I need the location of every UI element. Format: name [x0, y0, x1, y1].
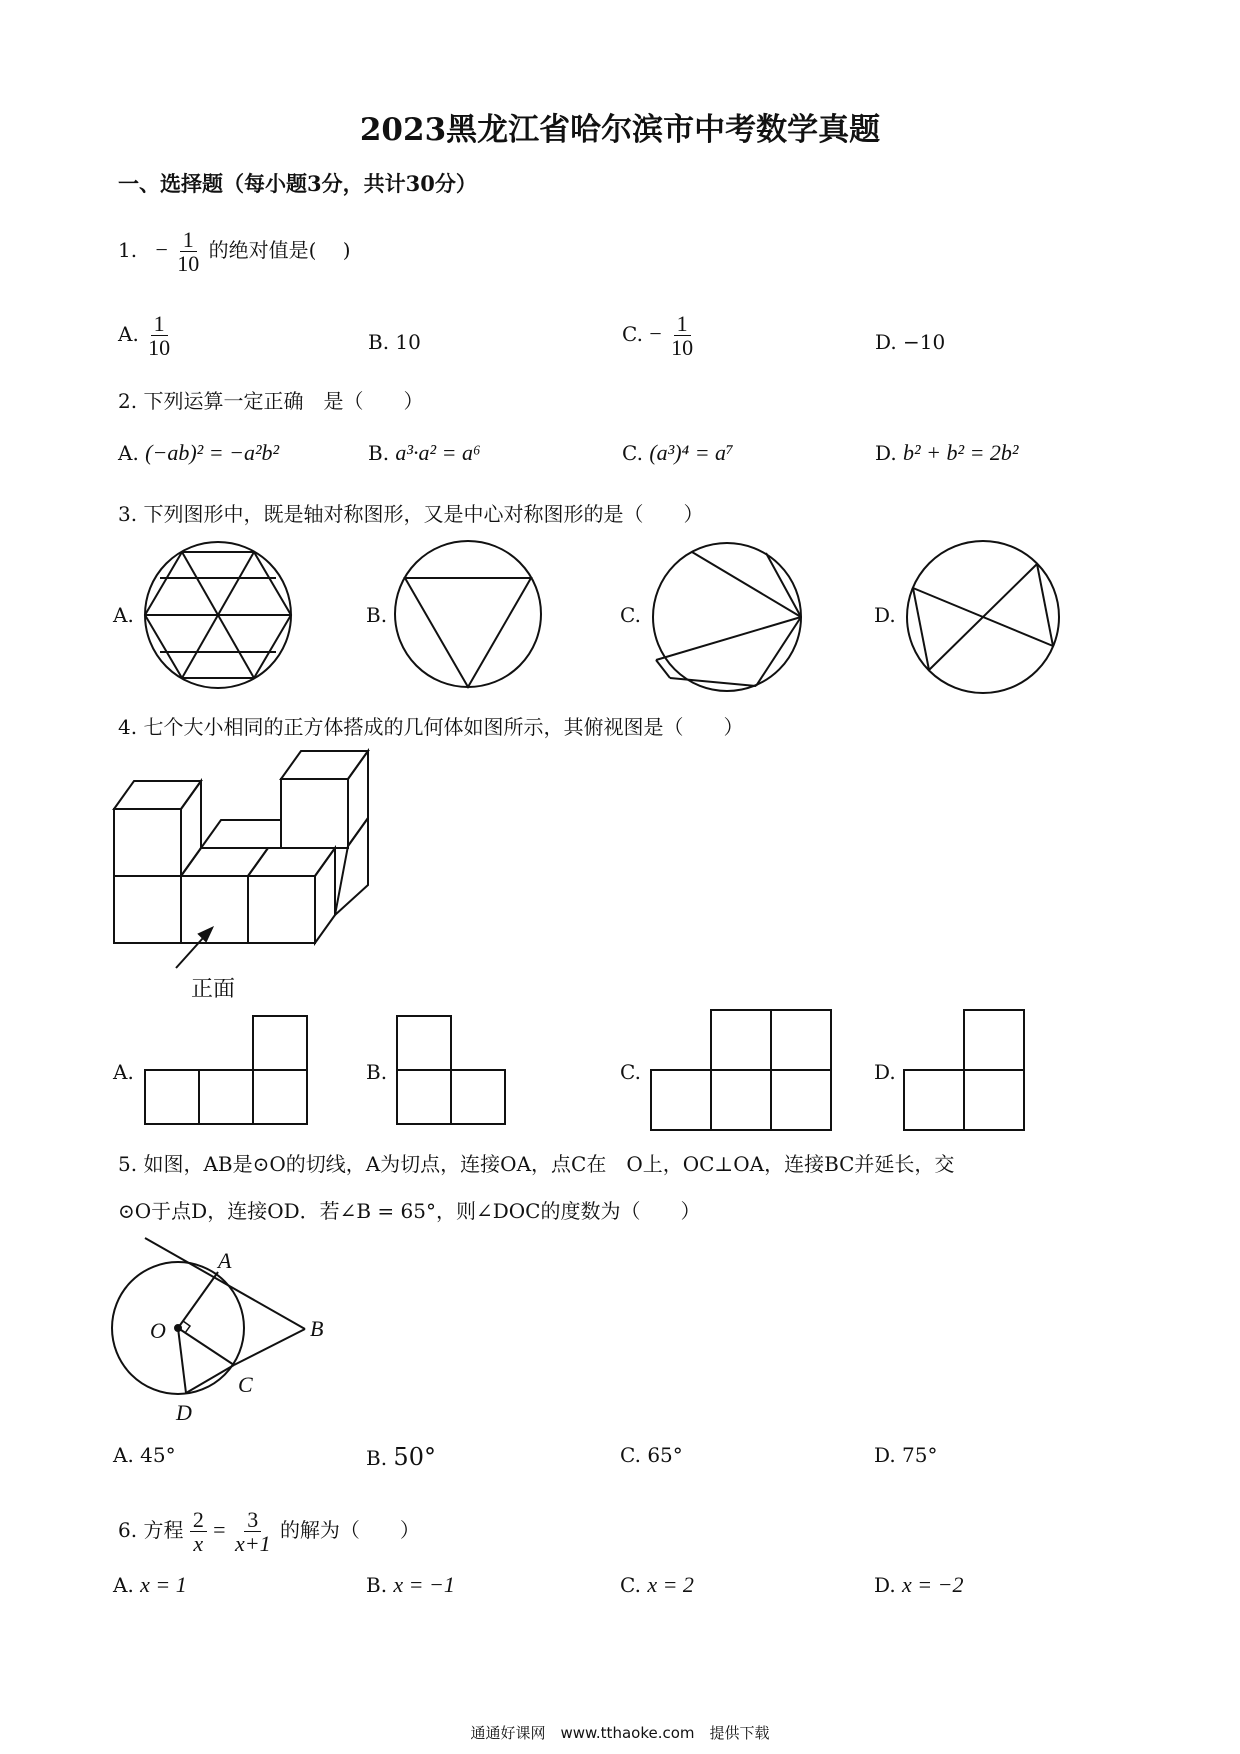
question-2: 2. 下列运算一定正确 是（ ）: [118, 389, 424, 413]
q6-option-a: A. x = 1: [113, 1572, 187, 1597]
question-5-line1: 5. 如图，AB是⊙O的切线，A为切点，连接OA，点C在 O上，OC⊥OA，连接BC并延长，交: [118, 1152, 955, 1176]
point-label-o: O: [150, 1318, 166, 1343]
q1-sign: −: [155, 237, 168, 263]
q5-option-d: D. 75°: [874, 1443, 938, 1467]
point-label-c: C: [238, 1372, 253, 1397]
q6-option-b: B. x = −1: [366, 1572, 455, 1597]
q4-label-a: A.: [113, 1060, 134, 1084]
page-title: 2023黑龙江省哈尔滨市中考数学真题: [359, 112, 881, 148]
q2-option-c: C. (a³)⁴ = a⁷: [622, 440, 734, 465]
q1-fraction: $\frac{1}{10}$: [177, 227, 200, 277]
q1-stem: 的绝对值是( ): [208, 238, 351, 263]
question-5-line2: ⊙O于点D，连接OD．若∠B = 65°，则∠DOC的度数为（ ）: [118, 1199, 701, 1223]
q1-option-d: D. −10: [875, 330, 946, 354]
q1-number: 1.: [118, 238, 138, 263]
q6-option-d: D. x = −2: [874, 1572, 964, 1597]
point-label-a: A: [218, 1248, 232, 1273]
q2-option-a: A. (−ab)² = −a²b²: [118, 440, 280, 465]
question-6: 6. 方程 $\frac{2}{x}$ = $\frac{3}{x+1}$ 的解为（ ）: [118, 1507, 420, 1557]
point-label-b: B: [310, 1316, 324, 1341]
q5-option-a: A. 45°: [113, 1443, 176, 1467]
q3-label-d: D.: [874, 603, 896, 627]
footer-credit: 通通好课网 www.tthaoke.com 提供下载: [470, 1724, 770, 1742]
q1-option-c: C. − $\frac{1}{10}$: [622, 311, 694, 361]
q1-option-a: A. $\frac{1}{10}$: [118, 311, 171, 361]
section-heading: 一、选择题（每小题3分，共计30分）: [118, 171, 477, 196]
q6-option-c: C. x = 2: [620, 1572, 694, 1597]
question-3: 3. 下列图形中，既是轴对称图形，又是中心对称图形的是（ ）: [118, 502, 704, 526]
q5-option-c: C. 65°: [620, 1443, 683, 1467]
q4-label-c: C.: [620, 1060, 641, 1084]
question-4: 4. 七个大小相同的正方体搭成的几何体如图所示，其俯视图是（ ）: [118, 715, 744, 739]
front-label: 正面: [191, 977, 236, 1002]
q3-label-a: A.: [113, 603, 134, 627]
q3-label-b: B.: [366, 603, 388, 627]
q2-option-b: B. a³·a² = a⁶: [368, 440, 481, 465]
q5-option-b: B. 50°: [366, 1443, 436, 1471]
q2-option-d: D. b² + b² = 2b²: [875, 440, 1019, 465]
q4-label-b: B.: [366, 1060, 388, 1084]
point-label-d: D: [176, 1400, 192, 1425]
q1-option-b: B. 10: [368, 330, 421, 354]
q3-label-c: C.: [620, 603, 641, 627]
q4-label-d: D.: [874, 1060, 896, 1084]
